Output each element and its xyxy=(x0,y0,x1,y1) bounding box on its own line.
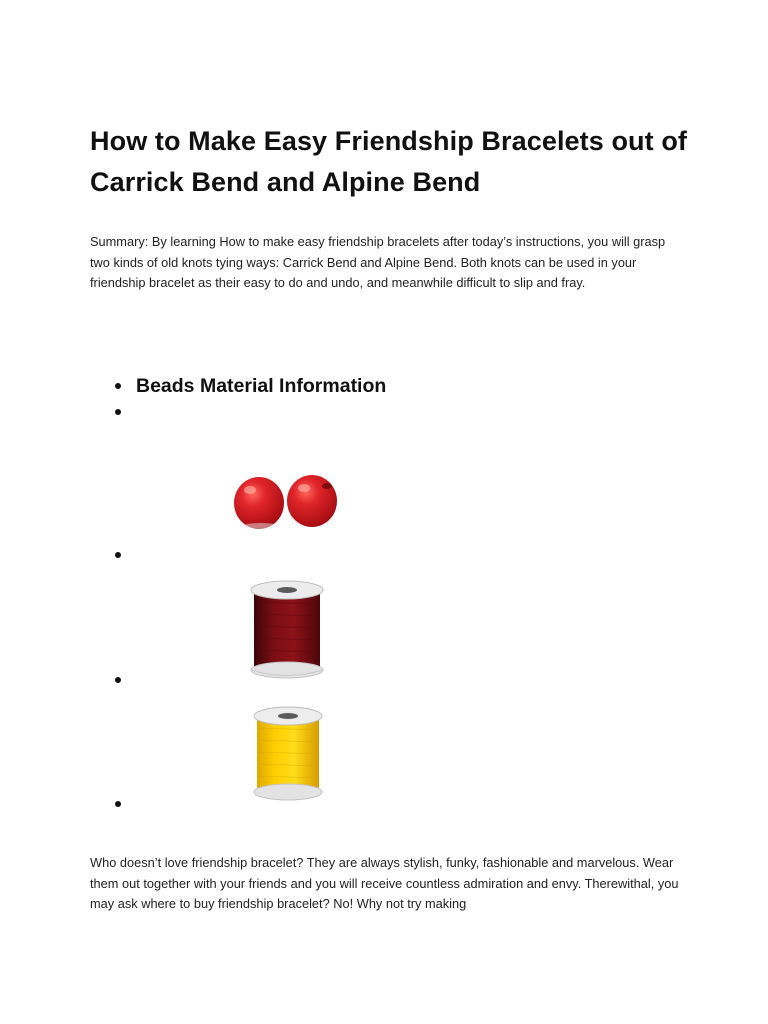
red-beads-image xyxy=(228,470,343,536)
list-bullet xyxy=(115,801,121,807)
dark-red-cord-spool-image xyxy=(248,580,326,680)
article-title: How to Make Easy Friendship Bracelets out of Carrick Bend and Alpine Bend xyxy=(90,126,688,197)
list-bullet xyxy=(115,383,121,389)
list-bullet xyxy=(115,677,121,683)
yellow-cord-spool-image xyxy=(251,704,325,802)
article-summary: Summary: By learning How to make easy friendship bracelets after today’s instructions, you will grasp two kinds of old knots tying ways: Carrick Bend and Alpine Bend. Both knots can be used in your friendship bracelet as their easy to do and undo, and meanwhile difficult to slip and fray. xyxy=(90,234,666,290)
intro-paragraph: Who doesn’t love friendship bracelet? They are always stylish, funky, fashionable and marvelous. Wear them out together with your friends and you will receive countless admiration and envy. Therewithal, you may ask where to buy friendship bracelet? No! Why not try making xyxy=(90,855,679,911)
section-heading: Beads Material Information xyxy=(136,375,387,397)
list-bullet xyxy=(115,552,121,558)
list-bullet xyxy=(115,409,121,415)
